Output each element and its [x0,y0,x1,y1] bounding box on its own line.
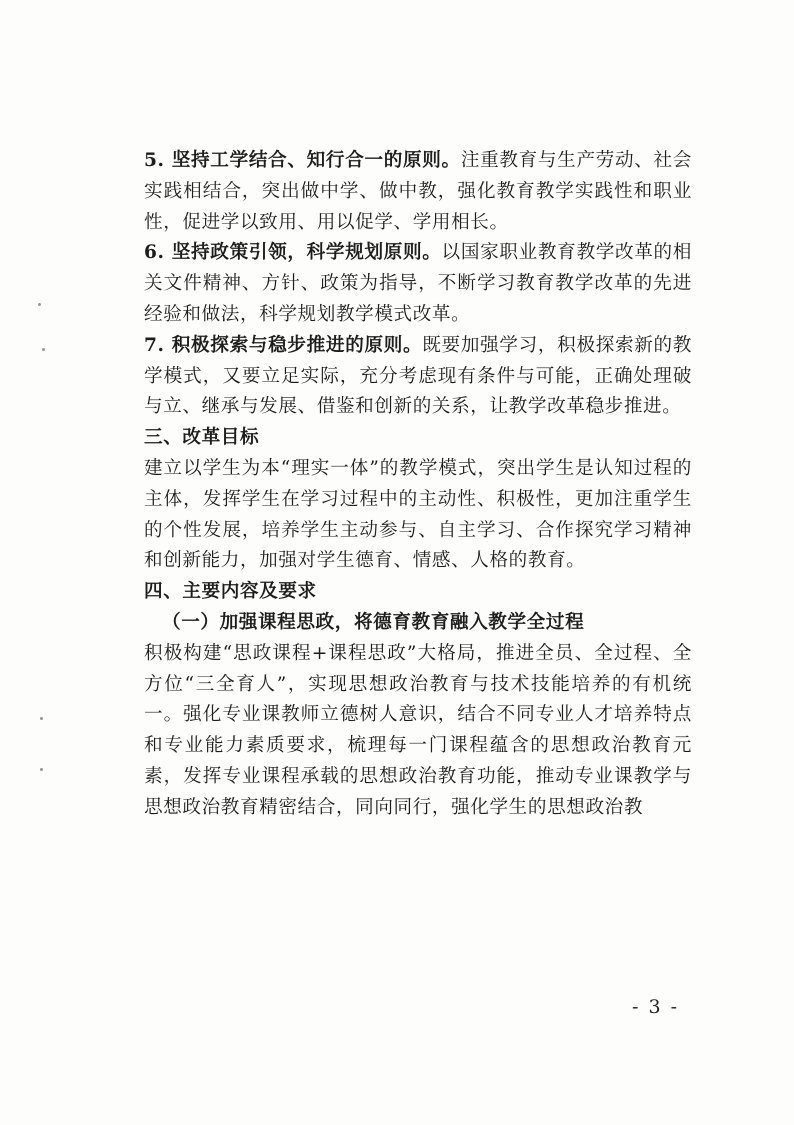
scan-mark [40,768,43,771]
section-4-paragraph: 积极构建“思政课程+课程思政”大格局，推进全员、全过程、全方位“三全育人”，实现思想政治教育与技术技能培养的有机统一。强化专业课教师立德树人意识，结合不同专业人才培养特点和专业能力素质要求，梳理每一门课程蕴含的思想政治教育元素，发挥专业课程承载的思想政治教育功能，推动专业课教学与思想政治教育精密结合，同向同行，强化学生的思想政治教 [144,642,692,818]
page-number: - 3 - [632,996,680,1018]
principle-6-paragraph [144,238,692,330]
principle-7-text: 既要加强学习，积极探索新的教学模式，又要立足实际，充分考虑现有条件与可能，正确处理破与立、继承与发展、借鉴和创新的关系，让教学改革稳步推进。 [144,334,692,418]
principle-7-paragraph [144,331,692,423]
document-body [144,146,692,824]
section-3-heading: 三、改革目标 [144,427,260,449]
section-4-subheading-1: （一）加强课程思政，将德育教育融入教学全过程 [162,611,585,633]
section-3-paragraph: 建立以学生为本“理实一体”的教学模式，突出学生是认知过程的主体，发挥学生在学习过程中的主动性、积极性，更加注重学生的个性发展，培养学生主动参与、自主学习、合作探究学习精神和创新能力，加强对学生德育、情感、人格的教育。 [144,457,692,572]
scan-mark [42,348,45,351]
scan-mark [40,717,43,720]
principle-5-lead: 5. 坚持工学结合、知行合一的原则。 [144,150,461,171]
principle-5-text: 注重教育与生产劳动、社会实践相结合，突出做中学、做中教，强化教育教学实践性和职业性，促进学以致用、用以促学、学用相长。 [144,150,693,233]
principle-6-lead: 6. 坚持政策引领，科学规划原则。 [144,242,442,264]
principle-7-lead: 7. 积极探索与稳步推进的原则。 [144,334,423,356]
principle-5-paragraph [144,146,692,238]
section-4-heading: 四、主要内容及要求 [144,581,317,603]
principle-6-text: 以国家职业教育教学改革的相关文件精神、方针、政策为指导，不断学习教育教学改革的先进经验和做法，科学规划教学模式改革。 [144,242,692,325]
scan-mark [38,303,41,306]
